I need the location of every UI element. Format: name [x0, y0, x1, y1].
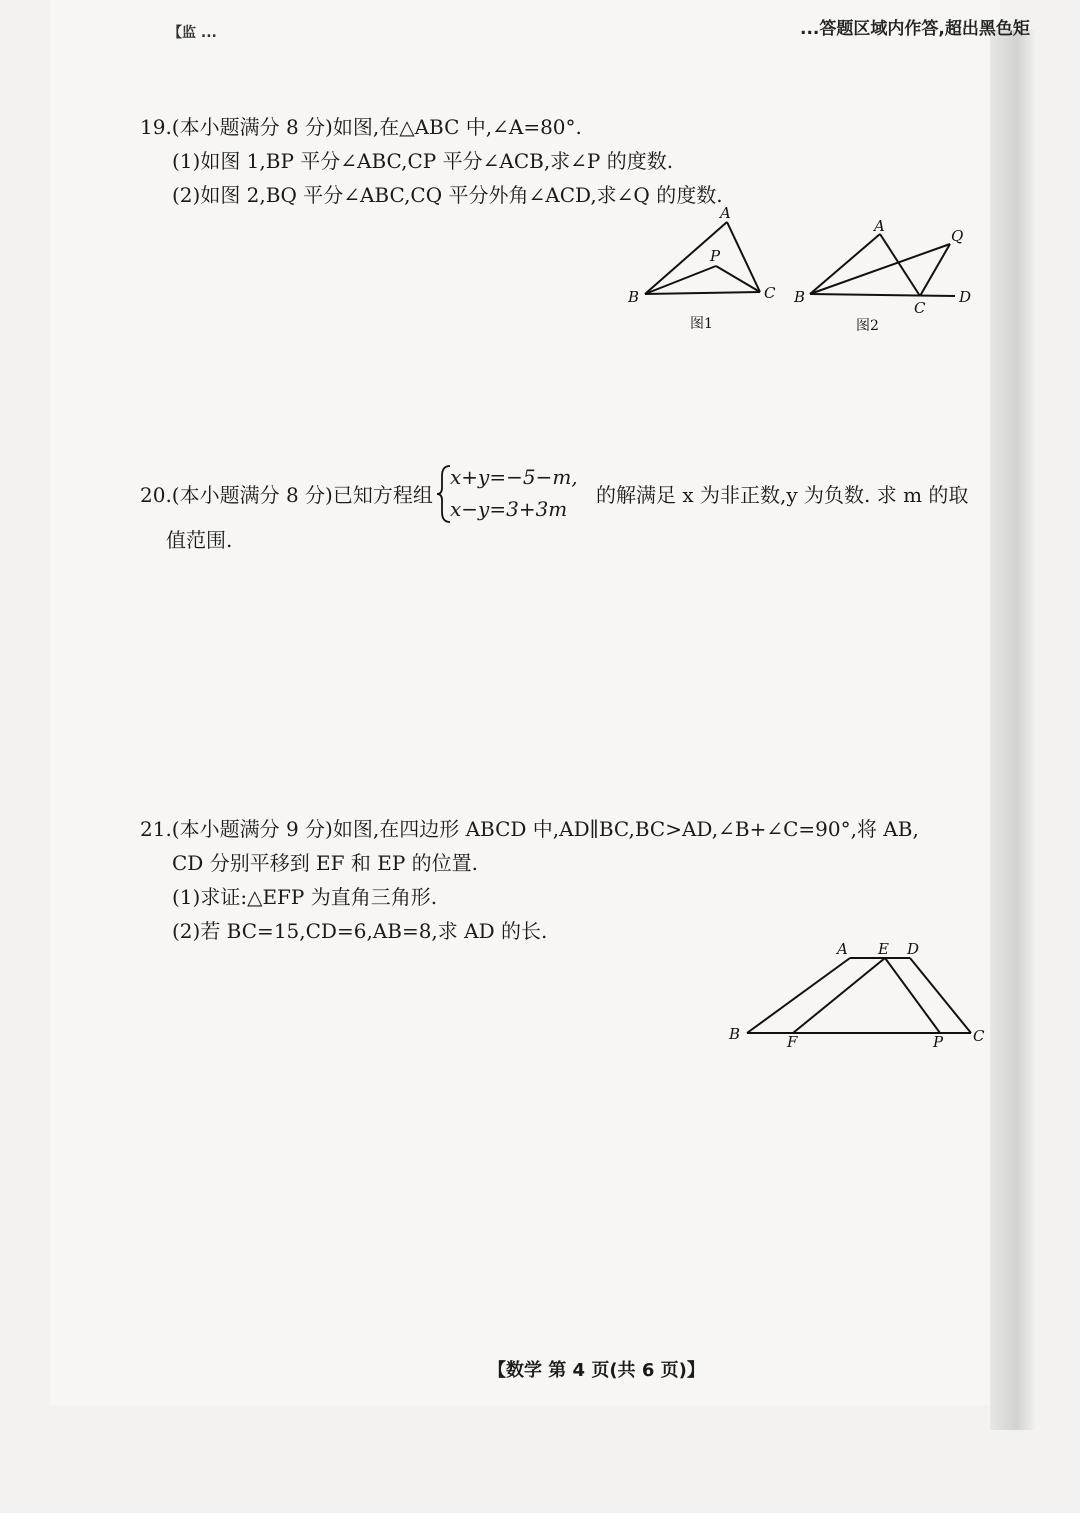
q20-prefix: 20.(本小题满分 8 分)已知方程组 — [140, 483, 433, 507]
fig2-label-c: C — [914, 299, 926, 317]
fig21-label-c: C — [973, 1027, 985, 1045]
question-19 — [140, 110, 723, 212]
q20-suffix: 的解满足 x 为非正数,y 为负数. 求 m 的取 — [596, 483, 969, 507]
q19-stem: 19.(本小题满分 8 分)如图,在△ABC 中,∠A=80°. — [140, 115, 582, 139]
q19-figure-1 — [620, 200, 790, 340]
fig21-label-d: D — [907, 940, 920, 958]
fig1-label-a: A — [720, 204, 731, 222]
fig2-caption: 图2 — [856, 318, 879, 334]
fig21-label-b: B — [729, 1025, 741, 1043]
fig21-label-p: P — [933, 1033, 944, 1048]
question-21 — [140, 812, 919, 948]
fig1-label-p: P — [710, 247, 721, 265]
fig2-label-d: D — [959, 288, 972, 306]
fig2-label-b: B — [794, 288, 806, 306]
page-footer: 【数学 第 4 页(共 6 页)】 — [488, 1360, 705, 1381]
q21-stem-cont: CD 分别平移到 EF 和 EP 的位置. — [172, 851, 479, 875]
fig1-label-c: C — [764, 284, 776, 302]
header-left-mark: 【监 ... — [168, 25, 217, 41]
fig2-label-q: Q — [951, 227, 964, 245]
fig1-label-b: B — [628, 288, 640, 306]
page-edge-shadow — [990, 30, 1035, 1430]
q20-equation-2: x−y=3+3m — [450, 497, 568, 521]
q21-figure — [725, 938, 995, 1048]
fig2-label-a: A — [874, 217, 885, 235]
header-right-mark: ...答题区域内作答,超出黑色矩 — [800, 19, 1030, 39]
q20-equation-1: x+y=−5−m, — [450, 465, 578, 489]
fig21-label-e: E — [878, 940, 889, 958]
fig1-caption: 图1 — [690, 316, 713, 332]
q20-line2: 值范围. — [166, 528, 233, 552]
q19-part2: (2)如图 2,BQ 平分∠ABC,CQ 平分外角∠ACD,求∠Q 的度数. — [172, 183, 723, 207]
q21-stem: 21.(本小题满分 9 分)如图,在四边形 ABCD 中,AD∥BC,BC>AD,∠B+∠C=90°,将 AB, — [140, 817, 919, 841]
q19-part1: (1)如图 1,BP 平分∠ABC,CP 平分∠ACB,求∠P 的度数. — [172, 149, 674, 173]
q21-part1: (1)求证:△EFP 为直角三角形. — [172, 885, 438, 909]
q19-figure-2 — [790, 210, 980, 340]
q21-part2: (2)若 BC=15,CD=6,AB=8,求 AD 的长. — [172, 919, 548, 943]
fig21-label-f: F — [787, 1033, 798, 1048]
fig21-label-a: A — [837, 940, 848, 958]
